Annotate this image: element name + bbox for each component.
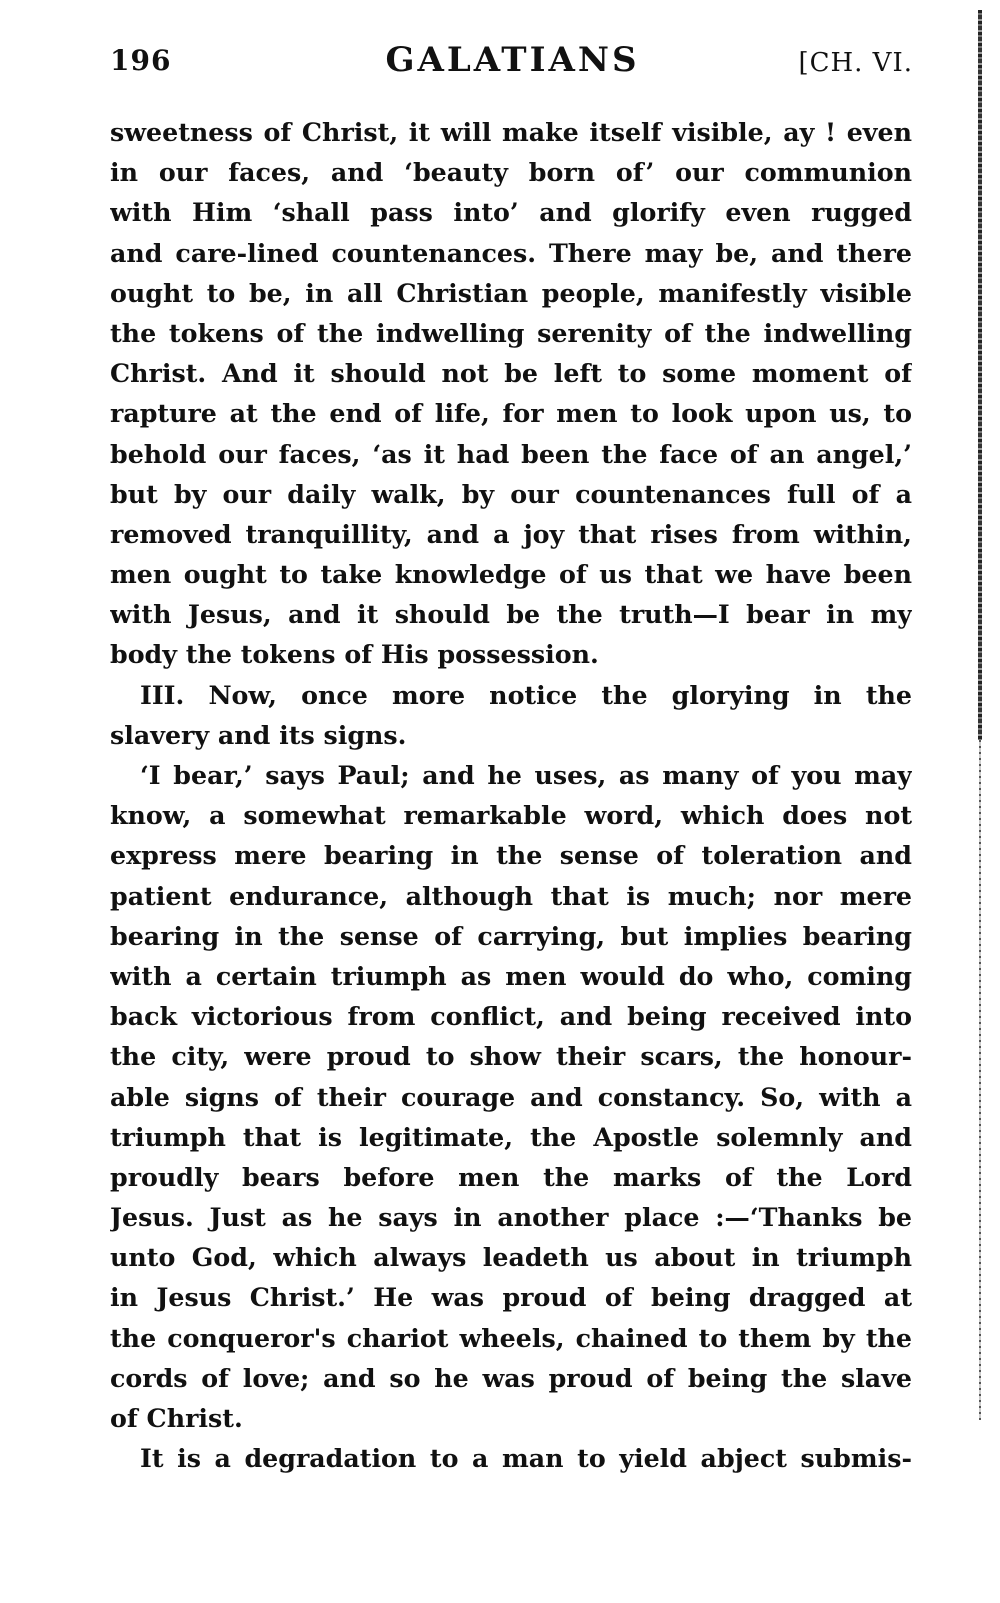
running-header bbox=[110, 40, 915, 90]
chapter-marker: [CH. VI. bbox=[798, 48, 913, 78]
text-line: in Jesus Christ.’ He was proud of being dragged at bbox=[110, 1282, 912, 1313]
text-line: removed tranquillity, and a joy that rises from within, bbox=[110, 518, 912, 549]
text-line: bearing in the sense of carrying, but implies bearing bbox=[110, 920, 912, 951]
text-line: express mere bearing in the sense of toleration and bbox=[110, 840, 912, 871]
page-number: 196 bbox=[110, 44, 172, 77]
text-line: with Jesus, and it should be the truth—I bear in my bbox=[110, 599, 912, 630]
text-line: and care-lined countenances. There may be, and there bbox=[110, 237, 912, 268]
running-title: GALATIANS bbox=[385, 40, 640, 80]
text-line: behold our faces, ‘as it had been the face of an angel,’ bbox=[110, 438, 912, 469]
text-line: back victorious from conflict, and being received into bbox=[110, 1001, 912, 1032]
text-line: rapture at the end of life, for men to look upon us, to bbox=[110, 398, 912, 429]
paragraph-start-line: ‘I bear,’ says Paul; and he uses, as many of you may bbox=[140, 760, 912, 790]
page-edge-shadow bbox=[978, 10, 982, 740]
text-line: the conqueror's chariot wheels, chained to them by the bbox=[110, 1322, 912, 1353]
text-line: triumph that is legitimate, the Apostle solemnly and bbox=[110, 1121, 912, 1152]
section-heading-line: III. Now, once more notice the glorying in the bbox=[140, 679, 912, 710]
text-line: Christ. And it should not be left to some moment of bbox=[110, 358, 912, 389]
text-line: with a certain triumph as men would do who, coming bbox=[110, 960, 912, 991]
text-line: with Him ‘shall pass into’ and glorify even rugged bbox=[110, 197, 912, 228]
text-line: the city, were proud to show their scars, the honour- bbox=[110, 1041, 912, 1072]
text-line: but by our daily walk, by our countenances full of a bbox=[110, 478, 912, 509]
text-line: of Christ. bbox=[110, 1403, 243, 1433]
text-line: proudly bears before men the marks of the Lord bbox=[110, 1161, 912, 1192]
text-line: in our faces, and ‘beauty born of’ our communion bbox=[110, 157, 912, 188]
text-line: slavery and its signs. bbox=[110, 719, 407, 750]
text-line: ought to be, in all Christian people, manifestly visible bbox=[110, 277, 912, 308]
paragraph-start-line: It is a degradation to a man to yield abject submis- bbox=[140, 1443, 912, 1474]
body-text bbox=[110, 112, 912, 1478]
text-line: the tokens of the indwelling serenity of the indwelling bbox=[110, 317, 912, 348]
page-edge-shadow-lower bbox=[979, 740, 981, 1420]
text-line: men ought to take knowledge of us that we have been bbox=[110, 559, 912, 590]
text-line: patient endurance, although that is much; nor mere bbox=[110, 880, 912, 911]
text-line: sweetness of Christ, it will make itself visible, ay ! even bbox=[110, 117, 912, 147]
text-line: body the tokens of His possession. bbox=[110, 639, 599, 670]
text-line: cords of love; and so he was proud of being the slave bbox=[110, 1362, 912, 1393]
text-line: able signs of their courage and constancy. So, with a bbox=[110, 1081, 912, 1112]
text-line: know, a somewhat remarkable word, which does not bbox=[110, 800, 912, 831]
text-line: unto God, which always leadeth us about in triumph bbox=[110, 1242, 912, 1273]
text-line: Jesus. Just as he says in another place :—‘Thanks be bbox=[110, 1202, 912, 1233]
